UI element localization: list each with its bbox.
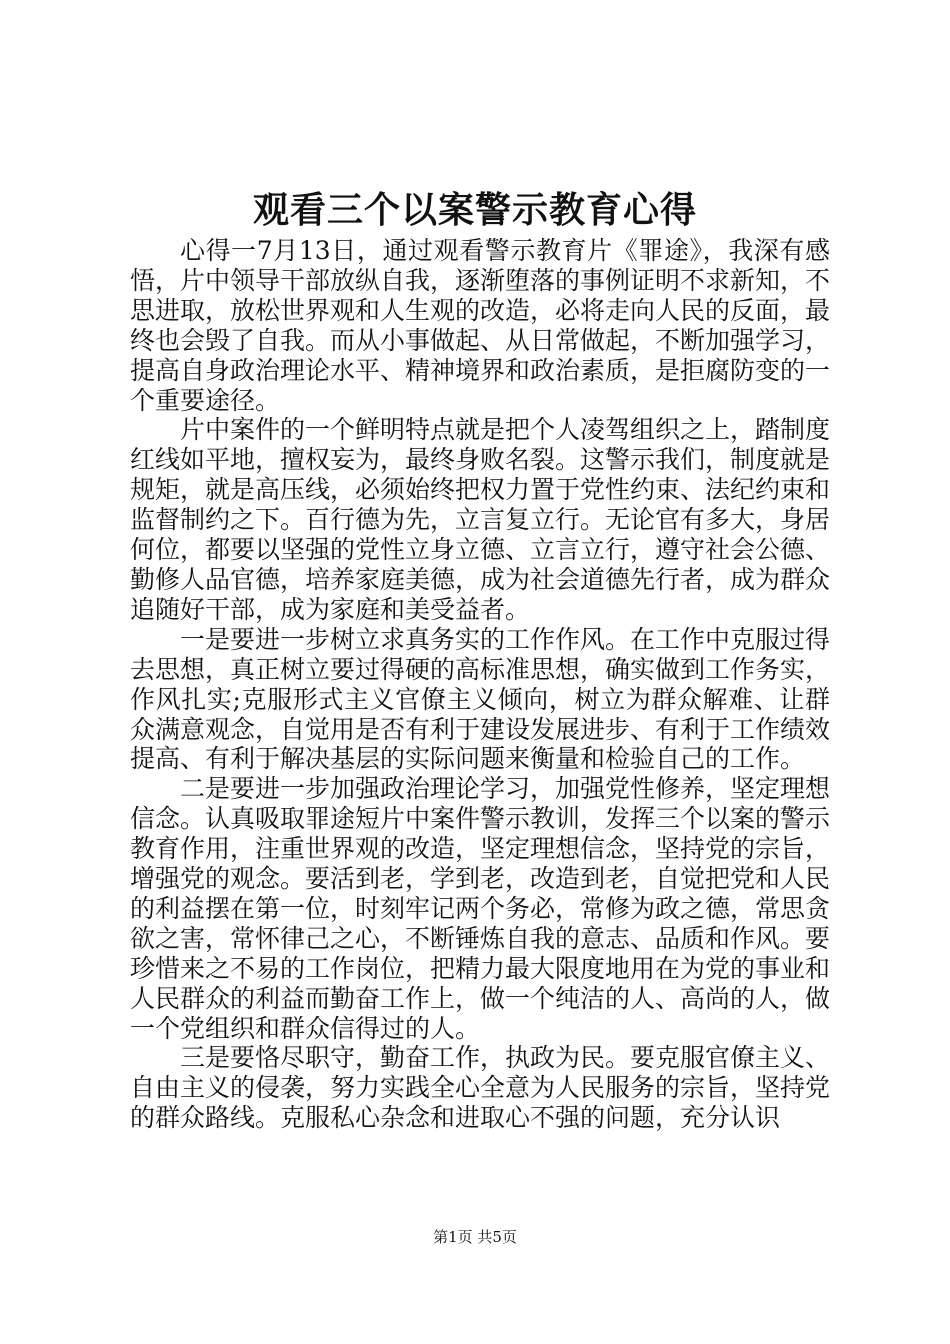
paragraph: 心得一7月13日，通过观看警示教育片《罪途》，我深有感悟，片中领导干部放纵自我，逐渐堕落的事例证明不求新知，不思进取，放松世界观和人生观的改造，必将走向人民的反面，最终也会毁了自我。而从小事做起、从日常做起，不断加强学习，提高自身政治理论水平、精神境界和政治素质，是拒腐防变的一个重要途径。 [130,236,831,415]
paragraph: 三是要恪尽职守，勤奋工作，执政为民。要克服官僚主义、自由主义的侵袭，努力实践全心全意为人民服务的宗旨，坚持党的群众路线。克服私心杂念和进取心不强的问题，充分认识 [130,1043,831,1133]
document-body [130,236,830,1133]
document-title: 观看三个以案警示教育心得 [252,189,697,231]
paragraph: 片中案件的一个鲜明特点就是把个人凌驾组织之上，踏制度红线如平地，擅权妄为，最终身败名裂。这警示我们，制度就是规矩，就是高压线，必须始终把权力置于党性约束、法纪约束和监督制约之下。百行德为先，立言复立行。无论官有多大，身居何位，都要以坚强的党性立身立德、立言立行，遵守社会公德、勤修人品官德，培养家庭美德，成为社会道德先行者，成为群众追随好干部，成为家庭和美受益者。 [130,415,831,624]
paragraph: 一是要进一步树立求真务实的工作作风。在工作中克服过得去思想，真正树立要过得硬的高标准思想，确实做到工作务实，作风扎实;克服形式主义官僚主义倾向，树立为群众解难、让群众满意观念，自觉用是否有利于建设发展进步、有利于工作绩效提高、有利于解决基层的实际问题来衡量和检验自己的工作。 [130,624,831,774]
page-footer: 第1页 共5页 [433,1228,517,1246]
paragraph: 二是要进一步加强政治理论学习，加强党性修养，坚定理想信念。认真吸取罪途短片中案件警示教训，发挥三个以案的警示教育作用，注重世界观的改造，坚定理想信念，坚持党的宗旨，增强党的观念。要活到老，学到老，改造到老，自觉把党和人民的利益摆在第一位，时刻牢记两个务必，常修为政之德，常思贪欲之害，常怀律己之心，不断锤炼自我的意志、品质和作风。要珍惜来之不易的工作岗位，把精力最大限度地用在为党的事业和人民群众的利益而勤奋工作上，做一个纯洁的人、高尚的人，做一个党组织和群众信得过的人。 [130,774,831,1043]
